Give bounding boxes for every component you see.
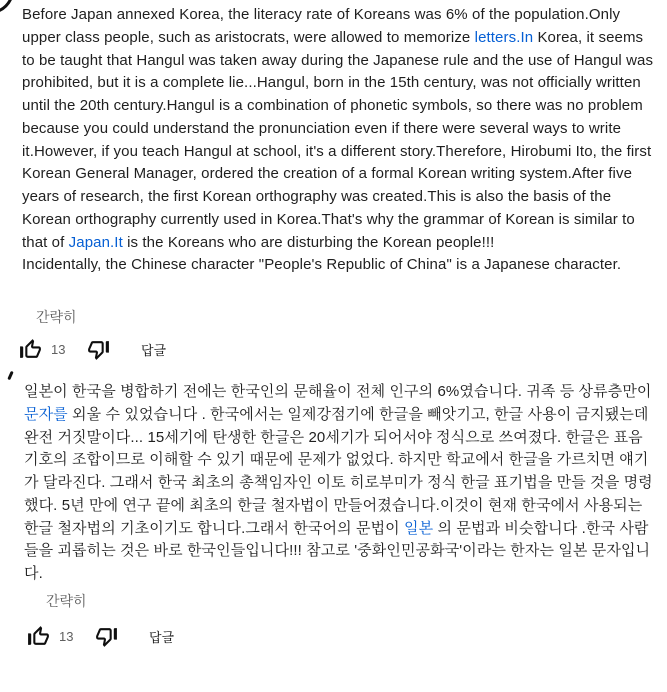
thumb-down-icon	[94, 624, 119, 649]
comment-text: is the Koreans who are disturbing the Korean people!!!	[122, 233, 495, 251]
thumb-down-icon	[86, 337, 111, 362]
thumb-up-icon	[26, 624, 51, 649]
comment-text: Before Japan annexed Korea, the literacy rate of Koreans was 6% of the population.Only upper class people, such as aristocrats, were allowed to memorize	[22, 6, 621, 46]
avatar-edge-artifact-top	[0, 0, 14, 14]
comment-body-original	[22, 4, 656, 277]
like-count: 13	[51, 341, 66, 357]
comment-actions-translation	[26, 622, 174, 650]
comment-text: Korea, it seems to be taught that Hangul was taken away during the Japanese rule and the use of Hangul was prohibited, but it is a complete lie...Hangul, born in the 15th century, was not officially written until the 20th century.Hangul is a combination of phonetic symbols, so there was no problem because you could understand the pronunciation even if there were several ways to write it.However, if you teach Hangul at school, it's a different story.Therefore, Hirobumi Ito, the first Korean General Manager, ordered the creation of a formal Korean writing system.After five years of research, the first Korean orthography was created.This is also the basis of the Korean orthography currently used in Korea.That's why the grammar of Korean is similar to that of	[22, 28, 654, 251]
inline-link-letters-in[interactable]: letters.In	[474, 28, 534, 46]
comment-text: 외울 수 있었습니다 . 한국에서는 일제강점기에 한글을 빼앗기고, 한글 사용이 금지됐는데 완전 거짓말이다... 15세기에 탄생한 한글은 20세기가 되어서야 정식으로 쓰여졌다. 한글은 표음 기호의 조합이므로 이해할 수 있기 때문에 문제가 없었다. 하지만 학교에서 한글을 가르치면 얘기가 달라진다. 그래서 한국 최초의 총책임자인 이토 히로부미가 정식 한글 표기법을 만들 것을 명령했다. 5년 만에 연구 끝에 최초의 한글 철자법이 만들어졌습니다.이것이 현재 한국에서 사용되는 한글 철자법의 기초이기도 합니다.그래서 한국어의 문법이	[24, 405, 653, 537]
comment-text: 일본이 한국을 병합하기 전에는 한국인의 문해율이 전체 인구의 6%였습니다. 귀족 등 상류층만이	[24, 383, 652, 400]
reply-button[interactable]: 답글	[149, 627, 174, 646]
like-button[interactable]	[18, 337, 43, 362]
comment-body-translation	[24, 381, 655, 586]
like-button[interactable]	[26, 624, 51, 649]
dislike-button[interactable]	[86, 337, 111, 362]
reply-button[interactable]: 답글	[141, 340, 166, 359]
comment-text: 의 문법과 비슷합니다 .한국 사람들을 괴롭히는 것은 바로 한국인들입니다!!! 참고로 '중화인민공화국'이라는 한자는 일본 문자입니다.	[24, 519, 651, 582]
avatar-edge-artifact-mid	[7, 371, 13, 380]
show-less-button-original[interactable]: 간략히	[36, 309, 77, 325]
comment-actions-original	[18, 335, 166, 363]
inline-link-japan-it[interactable]: Japan.It	[68, 233, 123, 251]
inline-link-munjareul[interactable]: 문자를	[24, 405, 68, 423]
inline-link-ilbon[interactable]: 일본	[404, 519, 434, 537]
comment-text: Incidentally, the Chinese character "People's Republic of China" is a Japanese character.	[22, 256, 622, 274]
thumb-up-icon	[18, 337, 43, 362]
like-count: 13	[59, 628, 74, 644]
dislike-button[interactable]	[94, 624, 119, 649]
show-less-button-translation[interactable]: 간략히	[46, 593, 87, 609]
